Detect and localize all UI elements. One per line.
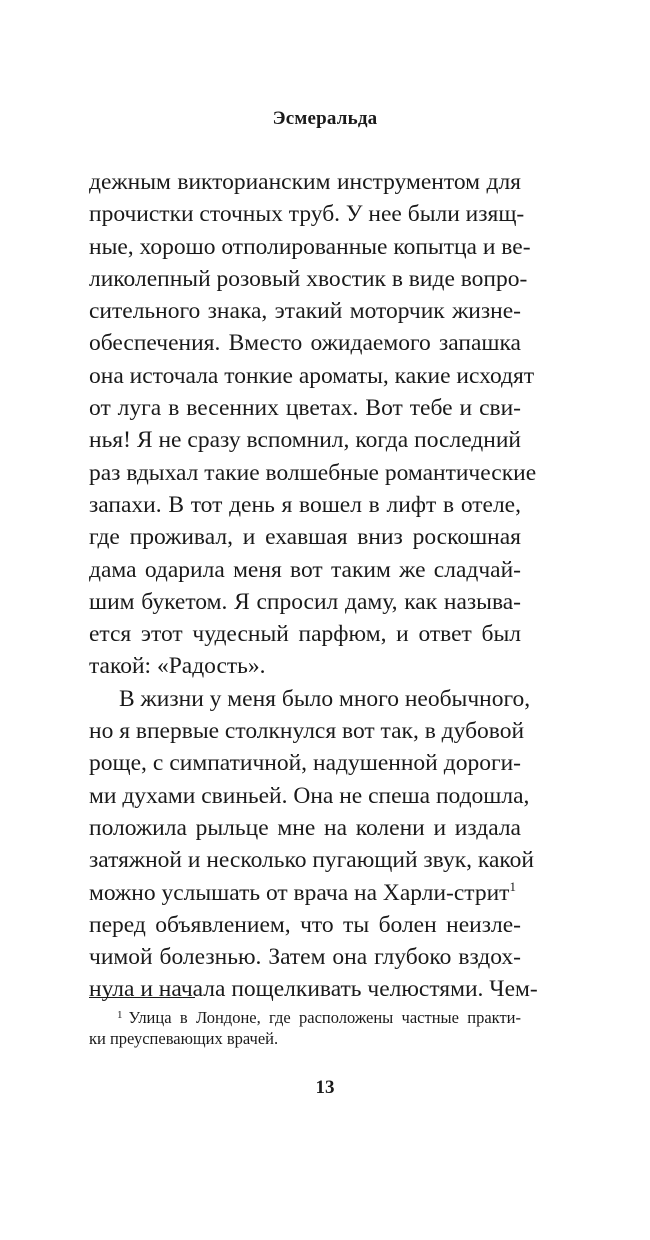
footnote-reference: 1 xyxy=(509,878,516,894)
text-line-with-footnote-ref xyxy=(89,877,521,909)
text-line: сительного знака, этакий моторчик жизне- xyxy=(89,298,521,325)
footnote-text: Улица в Лондоне, где расположены частные практи- xyxy=(128,1008,521,1027)
text-line-content: можно услышать от врача на Харли-стрит xyxy=(89,879,510,906)
text-line: где проживал, и ехавшая вниз роскошная xyxy=(89,524,521,551)
footnote-divider xyxy=(89,997,195,998)
footnote-line: ки преуспевающих врачей. xyxy=(89,1029,279,1048)
text-line: ми духами свиньей. Она не спеша подошла, xyxy=(89,782,530,809)
text-line: затяжной и несколько пугающий звук, какой xyxy=(89,847,534,874)
text-line: положила рыльце мне на колени и издала xyxy=(89,814,521,841)
text-line: она источала тонкие ароматы, какие исходят xyxy=(89,362,535,389)
text-line: роще, с симпатичной, надушенной дороги- xyxy=(89,750,521,777)
page-number: 13 xyxy=(315,1077,335,1098)
body-text xyxy=(89,166,538,1006)
text-line: нула и начала пощелкивать челюстями. Чем- xyxy=(89,976,538,1003)
footnote xyxy=(89,1003,521,1051)
text-line: ликолепный розовый хвостик в виде вопро- xyxy=(89,265,528,292)
text-line: раз вдыхал такие волшебные романтические xyxy=(89,459,537,486)
text-line: но я впервые столкнулся вот так, в дубовой xyxy=(89,718,525,745)
running-head: Эсмеральда xyxy=(272,108,378,129)
text-line: чимой болезнью. Затем она глубоко вздох- xyxy=(89,944,521,971)
text-line: ные, хорошо отполированные копытца и ве- xyxy=(89,233,531,260)
text-line: нья! Я не сразу вспомнил, когда последний xyxy=(89,427,521,454)
text-line: шим букетом. Я спросил даму, как называ- xyxy=(89,588,521,615)
text-line: такой: «Радость». xyxy=(89,653,266,680)
text-line: дежным викторианским инструментом для xyxy=(89,169,521,195)
text-line: запахи. В тот день я вошел в лифт в отеле, xyxy=(89,491,521,518)
footnote-line xyxy=(89,1003,521,1027)
text-line: обеспечения. Вместо ожидаемого запашка xyxy=(89,330,521,357)
text-line: дама одарила меня вот таким же сладчай- xyxy=(89,556,521,583)
text-line: от луга в весенних цветах. Вот тебе и сви- xyxy=(89,395,521,422)
text-line: В жизни у меня было много необычного, xyxy=(119,685,531,712)
footnote-marker: 1 xyxy=(117,1009,123,1021)
text-line: ется этот чудесный парфюм, и ответ был xyxy=(89,621,521,648)
text-line: прочистки сточных труб. У нее были изящ- xyxy=(89,201,525,228)
text-line: перед объявлением, что ты болен неизле- xyxy=(89,911,521,938)
